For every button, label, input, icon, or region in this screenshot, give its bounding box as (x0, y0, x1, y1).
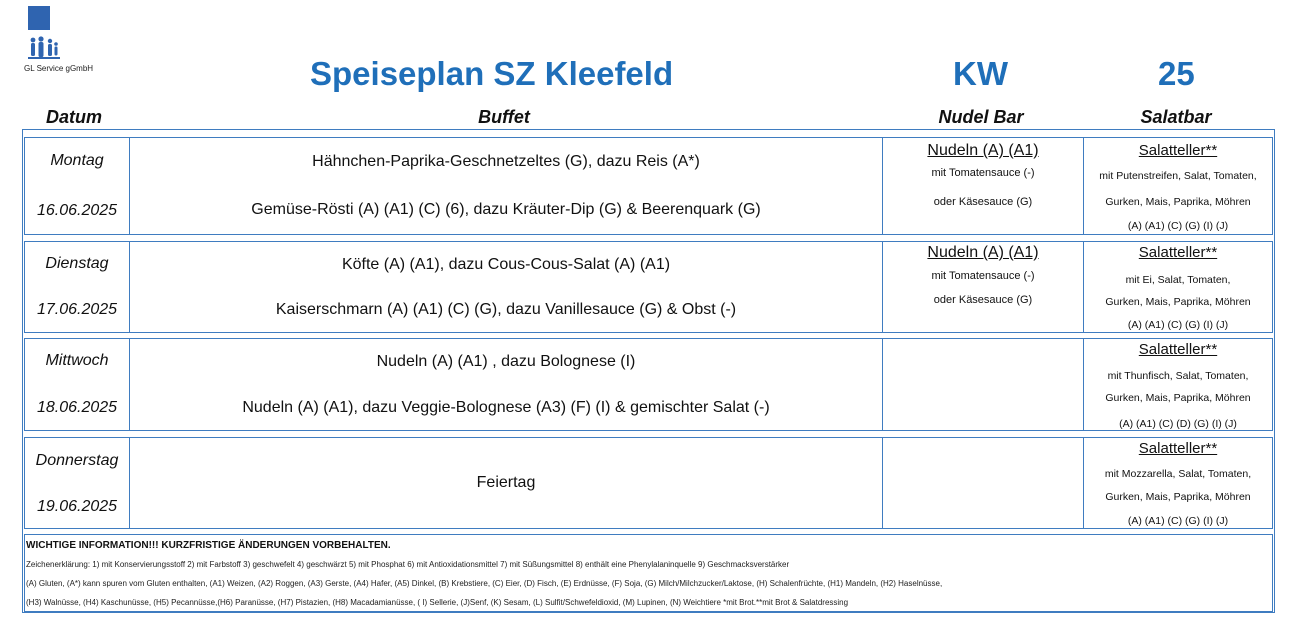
info-box (24, 534, 1273, 612)
day-date: 16.06.2025 (36, 202, 118, 219)
week-number: 25 (1158, 55, 1195, 92)
day-name: Donnerstag (35, 452, 119, 469)
day-name: Dienstag (45, 255, 109, 272)
salat-allergens: (A) (A1) (C) (G) (I) (J) (1127, 319, 1229, 331)
buffet-cell (130, 242, 883, 332)
salat-title: Salatteller** (1138, 341, 1218, 358)
day-row-wednesday (24, 338, 1273, 431)
legend-additives: Zeichenerklärung: 1) mit Konservierungsstoff 2) mit Farbstoff 3) geschwefelt 4) geschwärzt 5) mit Phosphat 6) mit Antioxidationsmittel 7) mit Süßungsmittel 8) enthält eine Phenylalaninquelle 9) Geschmacksverstärker (26, 560, 790, 569)
day-row-tuesday (24, 241, 1273, 333)
date-cell (25, 138, 130, 234)
day-row-monday (24, 137, 1273, 235)
salat-allergens: (A) (A1) (C) (G) (I) (J) (1127, 515, 1229, 527)
salat-line: mit Ei, Salat, Tomaten, (1125, 274, 1231, 286)
company-logo (24, 4, 114, 74)
page-title: Speiseplan SZ Kleefeld (310, 55, 674, 92)
company-name: GL Service gGmbH (24, 64, 94, 73)
buffet-cell (130, 138, 883, 234)
salat-title: Salatteller** (1138, 440, 1218, 457)
nudel-bar-cell (883, 438, 1084, 528)
legend-allergens: (A) Gluten, (A*) kann spuren vom Gluten enthalten, (A1) Weizen, (A2) Roggen, (A3) Gerste, (A4) Hafer, (A5) Dinkel, (B) Krebstiere, (C) Eier, (D) Fisch, (E) Erdnüsse, (F) Soja, (G) Milch/Milchzucker/Laktose, (H) Schalenfrüchte, (H1) Mandeln, (H2) Haselnüsse, (26, 579, 943, 588)
nudel-bar-cell (883, 242, 1084, 332)
day-name: Mittwoch (45, 352, 109, 369)
salatbar-cell (1084, 339, 1272, 430)
salatbar-cell (1084, 438, 1272, 528)
salat-allergens: (A) (A1) (C) (D) (G) (I) (J) (1119, 418, 1237, 430)
nudel-option: mit Tomatensauce (-) (931, 270, 1035, 282)
buffet-cell (130, 438, 883, 528)
column-header-nudel-bar: Nudel Bar (938, 107, 1024, 127)
salatbar-cell (1084, 138, 1272, 234)
nudel-bar-cell (883, 138, 1084, 234)
day-row-thursday (24, 437, 1273, 529)
salatbar-cell (1084, 242, 1272, 332)
nudel-option: oder Käsesauce (G) (933, 196, 1033, 208)
salat-line: Gurken, Mais, Paprika, Möhren (1105, 196, 1251, 208)
column-header-salatbar: Salatbar (1140, 107, 1212, 127)
buffet-dish: Nudeln (A) (A1) , dazu Bolognese (I) (376, 353, 636, 370)
salat-line: mit Mozzarella, Salat, Tomaten, (1104, 468, 1252, 480)
nudel-title: Nudeln (A) (A1) (927, 142, 1039, 159)
logo-emblem-icon (28, 6, 50, 30)
buffet-dish: Köfte (A) (A1), dazu Cous-Cous-Salat (A) (A1) (341, 256, 671, 273)
salat-line: Gurken, Mais, Paprika, Möhren (1105, 296, 1251, 308)
legend-allergens: (H3) Walnüsse, (H4) Kaschunüsse, (H5) Pecannüsse,(H6) Paranüsse, (H7) Pistazien, (H8) Macadamianüsse, ( I) Sellerie, (J)Senf, (K) Sesam, (L) Sulfit/Schwefeldioxid, (M) Lupinen, (N) Weichtiere *mit Brot.**mit Brot & Salatdressing (26, 598, 849, 607)
logo-people-icon (28, 36, 60, 60)
salat-line: mit Putenstreifen, Salat, Tomaten, (1099, 170, 1257, 182)
nudel-title: Nudeln (A) (A1) (927, 244, 1039, 261)
info-headline: WICHTIGE INFORMATION!!! KURZFRISTIGE ÄNDERUNGEN VORBEHALTEN. (26, 540, 391, 551)
buffet-dish: Hähnchen-Paprika-Geschnetzeltes (G), dazu Reis (A*) (312, 153, 700, 170)
salat-line: Gurken, Mais, Paprika, Möhren (1105, 392, 1251, 404)
buffet-dish: Feiertag (476, 474, 536, 491)
column-header-buffet: Buffet (478, 107, 530, 127)
nudel-option: oder Käsesauce (G) (933, 294, 1033, 306)
day-date: 17.06.2025 (36, 301, 118, 318)
nudel-bar-cell (883, 339, 1084, 430)
salat-allergens: (A) (A1) (C) (G) (I) (J) (1127, 220, 1229, 232)
buffet-dish: Gemüse-Rösti (A) (A1) (C) (6), dazu Kräuter-Dip (G) & Beerenquark (G) (251, 201, 761, 218)
date-cell (25, 339, 130, 430)
column-header-datum: Datum (45, 107, 103, 127)
day-date: 18.06.2025 (36, 399, 118, 416)
salat-title: Salatteller** (1138, 142, 1218, 159)
week-label: KW (953, 55, 1008, 92)
day-date: 19.06.2025 (36, 498, 118, 515)
buffet-dish: Nudeln (A) (A1), dazu Veggie-Bolognese (A3) (F) (I) & gemischter Salat (-) (242, 399, 770, 416)
date-cell (25, 242, 130, 332)
salat-title: Salatteller** (1138, 244, 1218, 261)
nudel-option: mit Tomatensauce (-) (931, 167, 1035, 179)
buffet-dish: Kaiserschmarn (A) (A1) (C) (G), dazu Vanillesauce (G) & Obst (-) (275, 301, 737, 318)
day-name: Montag (50, 152, 104, 169)
salat-line: mit Thunfisch, Salat, Tomaten, (1107, 370, 1249, 382)
buffet-cell (130, 339, 883, 430)
salat-line: Gurken, Mais, Paprika, Möhren (1105, 491, 1251, 503)
date-cell (25, 438, 130, 528)
